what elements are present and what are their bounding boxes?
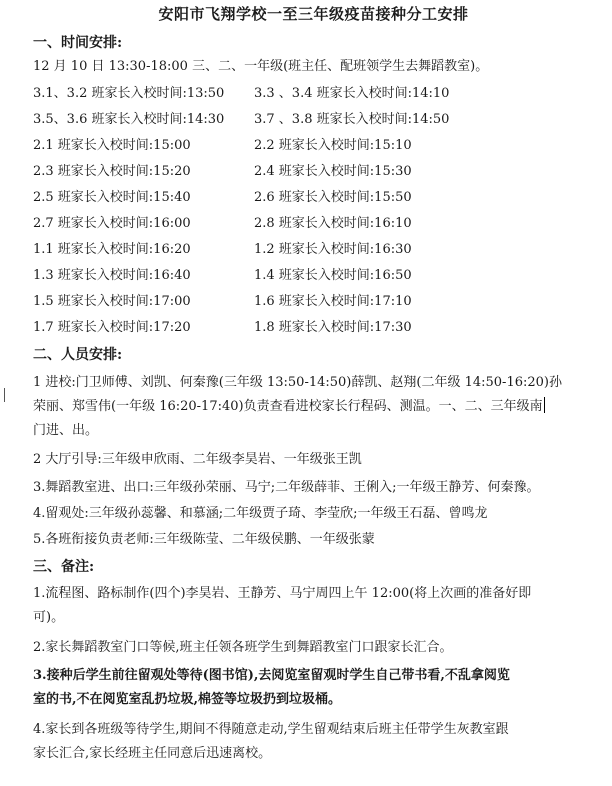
time-entry-right: 2.8 班家长入校时间:16:10 — [254, 216, 412, 231]
section-notes-heading: 三、备注: — [33, 559, 95, 575]
time-entry-right: 3.7 、3.8 班家长入校时间:14:50 — [254, 112, 450, 127]
time-entry-right: 2.2 班家长入校时间:15:10 — [254, 138, 412, 153]
staff-item-entrance-line-3: 门进、出。 — [33, 423, 99, 438]
time-entry-right: 2.4 班家长入校时间:15:30 — [254, 164, 412, 179]
time-row — [33, 293, 594, 319]
time-entry-left: 1.1 班家长入校时间:16:20 — [33, 242, 191, 257]
time-intro: 12 月 10 日 13:30-18:00 三、二、一年级(班主任、配班领学生去舞蹈教室)。 — [33, 59, 489, 74]
time-schedule — [33, 85, 594, 345]
text-cursor — [544, 397, 545, 413]
time-row — [33, 111, 594, 137]
time-row — [33, 85, 594, 111]
note-1 — [33, 582, 594, 630]
time-row — [33, 241, 594, 267]
time-entry-left: 1.7 班家长入校时间:17:20 — [33, 320, 191, 335]
staff-item-hall: 2 大厅引导:三年级申欣雨、二年级李昊岩、一年级张王凯 — [33, 452, 362, 467]
time-entry-left: 1.5 班家长入校时间:17:00 — [33, 294, 191, 309]
note-3 — [33, 664, 594, 712]
margin-mark — [4, 388, 5, 402]
staff-item-entrance — [33, 371, 594, 443]
time-entry-right: 1.6 班家长入校时间:17:10 — [254, 294, 412, 309]
section-time-heading: 一、时间安排: — [33, 35, 123, 51]
time-entry-left: 2.7 班家长入校时间:16:00 — [33, 216, 191, 231]
time-row — [33, 189, 594, 215]
staff-item-observation: 4.留观处:三年级孙蕊馨、和慕涵;二年级贾子琦、李莹欣;一年级王石磊、曾鸣龙 — [33, 506, 488, 521]
document-title: 安阳市飞翔学校一至三年级疫苗接种分工安排 — [158, 5, 469, 23]
note-1-line-1: 1.流程图、路标制作(四个)李昊岩、王静芳、马宁周四上午 12:00(将上次画的准备好即 — [33, 586, 532, 601]
note-3-line-1: 3.接种后学生前往留观处等待(图书馆),去阅览室留观时学生自己带书看,不乱拿阅览 — [33, 668, 510, 683]
time-entry-left: 3.1、3.2 班家长入校时间:13:50 — [33, 86, 225, 101]
staff-item-entrance-line-2-wrap — [33, 395, 594, 419]
staff-item-dance-room: 3.舞蹈教室进、出口:三年级孙荣丽、马宁;二年级薛菲、王俐入;一年级王静芳、何秦豫。 — [33, 480, 540, 495]
time-entry-left: 3.5、3.6 班家长入校时间:14:30 — [33, 112, 225, 127]
time-entry-left: 2.3 班家长入校时间:15:20 — [33, 164, 191, 179]
time-entry-right: 1.4 班家长入校时间:16:50 — [254, 268, 412, 283]
time-row — [33, 163, 594, 189]
time-row — [33, 215, 594, 241]
note-2: 2.家长舞蹈教室门口等候,班主任领各班学生到舞蹈教室门口跟家长汇合。 — [33, 640, 453, 655]
time-entry-right: 1.8 班家长入校时间:17:30 — [254, 320, 412, 335]
time-entry-right: 2.6 班家长入校时间:15:50 — [254, 190, 412, 205]
note-4-line-2: 家长汇合,家长经班主任同意后迅速离校。 — [33, 746, 272, 761]
section-staff-heading: 二、人员安排: — [33, 347, 123, 363]
time-entry-right: 1.2 班家长入校时间:16:30 — [254, 242, 412, 257]
time-row — [33, 319, 594, 345]
time-row — [33, 137, 594, 163]
staff-item-liaison: 5.各班衔接负责老师:三年级陈莹、二年级侯鹏、一年级张蒙 — [33, 532, 375, 547]
time-entry-left: 1.3 班家长入校时间:16:40 — [33, 268, 191, 283]
note-4 — [33, 718, 594, 766]
staff-item-entrance-line-1: 1 进校:门卫师傅、刘凯、何秦豫(三年级 13:50-14:50)薛凯、赵翔(二年级 14:50-16:20)孙 — [33, 375, 562, 390]
note-1-line-2: 可)。 — [33, 610, 65, 625]
time-entry-right: 3.3 、3.4 班家长入校时间:14:10 — [254, 86, 450, 101]
time-entry-left: 2.1 班家长入校时间:15:00 — [33, 138, 191, 153]
time-row — [33, 267, 594, 293]
note-4-line-1: 4.家长到各班级等待学生,期间不得随意走动,学生留观结束后班主任带学生灰教室跟 — [33, 722, 509, 737]
time-entry-left: 2.5 班家长入校时间:15:40 — [33, 190, 191, 205]
note-3-line-2: 室的书,不在阅览室乱扔垃圾,棉签等垃圾扔到垃圾桶。 — [33, 692, 342, 707]
staff-item-entrance-line-2: 荣丽、郑雪伟(一年级 16:20-17:40)负责查看进校家长行程码、测温。一、二、三年级南 — [33, 399, 543, 414]
